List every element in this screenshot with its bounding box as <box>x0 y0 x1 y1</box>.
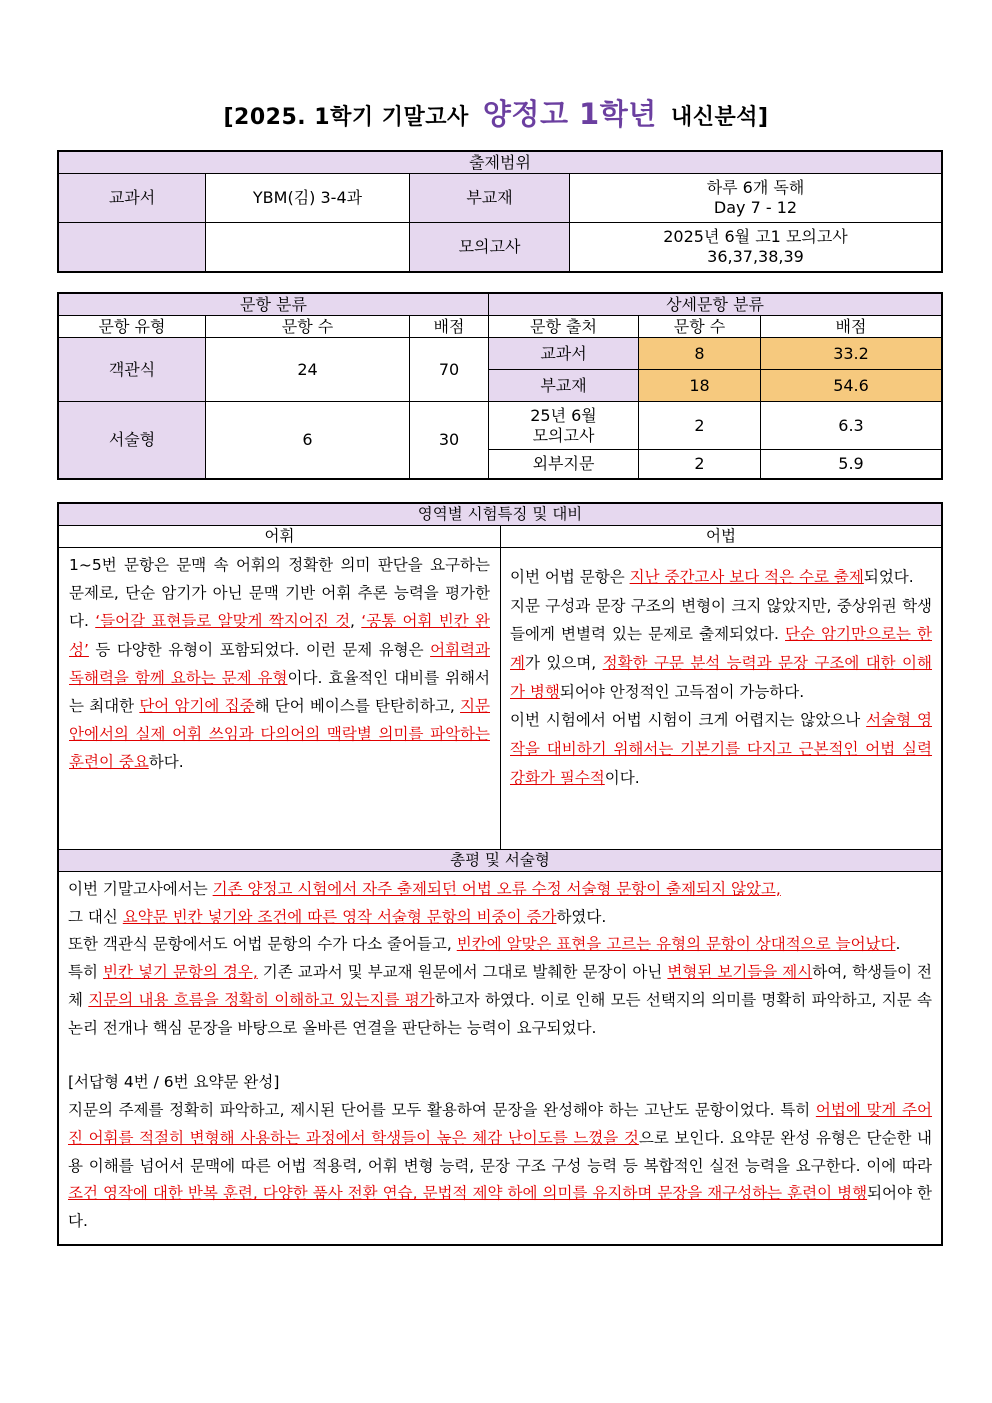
grammar-text-6: 이번 시험에서 어법 시험이 크게 어렵지는 않았으나 <box>510 711 867 730</box>
type-multiple-choice: 객관식 <box>59 338 206 402</box>
vocab-text-5: 해 단어 베이스를 탄탄히하고, <box>254 697 461 716</box>
empty-label-cell <box>59 223 206 272</box>
scope-table <box>58 151 942 272</box>
grammar-highlight-3: 정확한 구문 분석 능력과 문장 구조에 대한 이해가 병행 <box>510 654 933 701</box>
vocab-text-4: 이다. 효율적인 대비를 위해서는 최대한 <box>69 668 491 716</box>
vocab-analysis <box>59 548 501 850</box>
grammar-header: 어법 <box>501 526 942 548</box>
summary-p4-highlight-1: 빈칸 넣기 문항의 경우, <box>102 963 258 982</box>
detail-classification-header: 상세문항 분류 <box>489 294 942 316</box>
vocab-highlight-4: 단어 암기에 집중 <box>139 697 255 716</box>
grammar-text-2: 되었다. <box>863 568 914 586</box>
source-mock-line-2: 모의고사 <box>532 425 595 445</box>
features-header: 영역별 시험특징 및 대비 <box>59 504 942 526</box>
summary-header: 총평 및 서술형 <box>59 850 942 872</box>
summary-para-2 <box>68 904 932 932</box>
col-source-count: 문항 수 <box>639 316 761 338</box>
mock-exam-value <box>570 223 942 272</box>
source-textbook: 교과서 <box>489 338 639 370</box>
multiple-choice-count: 24 <box>206 338 410 402</box>
source-sub-material: 부교재 <box>489 370 639 402</box>
grammar-highlight-1: 지난 중간고사 보다 적은 수로 출제 <box>629 568 864 586</box>
source-mock-count: 2 <box>639 402 761 450</box>
summary-p3-text-1: 또한 객관식 문항에서도 어법 문항의 수가 다소 줄어들고, <box>68 935 457 954</box>
grammar-highlight-4: 서술형 영작을 대비하기 위해서는 기본기를 다지고 근본적인 어법 실력 강화가 필수적 <box>510 711 933 787</box>
summary-p4-highlight-2: 변형된 보기들을 제시 <box>667 963 813 982</box>
summary-p1-highlight: 기존 양정고 시험에서 자주 출제되던 어법 오류 수정 서술형 문항이 출제되지 않았고, <box>212 880 781 898</box>
summary-p4-text-3: 하여, 학생들이 전체 <box>68 963 933 1009</box>
sub-material-line-1: 하루 6개 독해 <box>706 178 805 197</box>
source-mock-exam <box>489 402 639 450</box>
features-table <box>58 503 942 1245</box>
summary-p4-text-4: 하고자 하였다. 이로 인해 모든 선택지의 의미를 명확히 파악하고, 지문 속 논리 전개나 핵심 문장을 바탕으로 올바른 연결을 판단하는 능력이 요구되었다. <box>68 990 933 1037</box>
summary-p3-text-2: . <box>895 935 901 954</box>
summary-body <box>59 872 942 1245</box>
grammar-para-3 <box>510 706 932 792</box>
source-external-score: 5.9 <box>761 450 942 479</box>
summary-p4-highlight-3: 지문의 내용 흐름을 정확히 이해하고 있는지를 평가 <box>88 990 435 1009</box>
col-item-type: 문항 유형 <box>59 316 206 338</box>
summary-para-1 <box>68 876 932 904</box>
source-sub-material-score: 54.6 <box>761 370 942 402</box>
summary-p2-highlight: 요약문 빈칸 넣기와 조건에 따른 영작 서술형 문항의 비중이 증가 <box>122 907 557 926</box>
title-suffix: 내신분석] <box>670 105 769 130</box>
summary-p2-text-1: 그 대신 <box>68 907 123 926</box>
summary-p2-text-2: 하였다. <box>556 907 607 926</box>
mock-exam-label: 모의고사 <box>410 223 570 272</box>
vocab-text-2: , <box>350 612 362 631</box>
vocab-text-6: 하다. <box>148 753 184 772</box>
vocab-highlight-1: ‘들어갈 표현들로 알맞게 짝지어진 것 <box>95 612 351 631</box>
summary-para-4 <box>68 959 932 1042</box>
descriptive-count: 6 <box>206 402 410 479</box>
source-mock-score: 6.3 <box>761 402 942 450</box>
col-source-score: 배점 <box>761 316 942 338</box>
grammar-highlight-2: 단순 암기만으로는 한계 <box>510 625 933 673</box>
grammar-text-3: 지문 구성과 문장 구조의 변형이 크지 않았지만, 중상위권 학생들에게 변별력 있는 문제로 출제되었다. <box>510 596 933 644</box>
vocab-text-1: 1~5번 문항은 문맥 속 어휘의 정확한 의미 판단을 요구하는 문제로, 단순 암기가 아닌 문맥 기반 어휘 추론 능력을 평가한다. <box>69 556 490 631</box>
sub-material-line-2: Day 7 - 12 <box>713 198 798 217</box>
summary-subtitle: [서답형 4번 / 6번 요약문 완성] <box>68 1073 280 1092</box>
page-title <box>0 92 992 133</box>
col-item-count: 문항 수 <box>206 316 410 338</box>
mock-exam-line-1: 2025년 6월 고1 모의고사 <box>663 227 848 246</box>
title-prefix: [2025. 1학기 기말고사 <box>223 105 469 130</box>
grammar-para-1 <box>510 563 932 592</box>
grammar-text-1: 이번 어법 문항은 <box>510 568 630 586</box>
mock-exam-line-2: 36,37,38,39 <box>707 247 804 266</box>
textbook-label: 교과서 <box>59 174 206 223</box>
grammar-text-4: 가 있으며, <box>524 654 603 673</box>
multiple-choice-score: 70 <box>410 338 489 402</box>
summary-para-5 <box>68 1097 932 1236</box>
textbook-value: YBM(김) 3-4과 <box>206 174 410 223</box>
sub-material-value <box>570 174 942 223</box>
scope-header: 출제범위 <box>59 152 942 174</box>
col-score: 배점 <box>410 316 489 338</box>
classification-header: 문항 분류 <box>59 294 489 316</box>
empty-value-cell <box>206 223 410 272</box>
source-textbook-score: 33.2 <box>761 338 942 370</box>
source-mock-line-1: 25년 6월 <box>530 405 597 425</box>
summary-p4-text-1: 특히 <box>68 963 103 982</box>
type-descriptive: 서술형 <box>59 402 206 479</box>
summary-p5-text-1: 지문의 주제를 정확히 파악하고, 제시된 단어를 모두 활용하여 문장을 완성해야 하는 고난도 문항이었다. 특히 <box>68 1101 816 1120</box>
summary-p5-highlight-1: 어법에 맞게 주어진 어휘를 적절히 변형해 사용하는 과정에서 학생들이 높은 체감 난이도를 느꼈을 것 <box>68 1101 933 1147</box>
descriptive-score: 30 <box>410 402 489 479</box>
summary-para-3 <box>68 931 932 959</box>
vocab-highlight-2: ‘공통 어휘 빈칸 완성’ <box>69 612 490 659</box>
vocab-text-3: 등 다양한 유형이 포함되었다. 이런 문제 유형은 <box>88 640 431 659</box>
sub-material-label: 부교재 <box>410 174 570 223</box>
source-external: 외부지문 <box>489 450 639 479</box>
summary-p3-highlight: 빈칸에 알맞은 표현을 고르는 유형의 문항이 상대적으로 늘어났다 <box>456 935 896 954</box>
title-school-grade: 양정고 1학년 <box>482 97 657 131</box>
classification-table <box>58 293 942 479</box>
vocab-highlight-5: 지문 안에서의 실제 어휘 쓰임과 다의어의 맥락별 의미를 파악하는 훈련이 중요 <box>69 697 490 772</box>
grammar-text-7: 이다. <box>604 768 640 787</box>
col-source: 문항 출처 <box>489 316 639 338</box>
summary-p4-text-2: 기존 교과서 및 부교재 원문에서 그대로 발췌한 문장이 아닌 <box>257 963 668 982</box>
summary-p5-text-2: 으로 보인다. 요약문 완성 유형은 단순한 내용 이해를 넘어서 문맥에 따른 어법 적용력, 어휘 변형 능력, 문장 구조 구성 능력 등 복합적인 실전 능력을 요구한다. 이에 따라 <box>68 1128 933 1175</box>
summary-spacer <box>68 1042 932 1069</box>
summary-p5-text-3: 되어야 한다. <box>68 1184 932 1231</box>
grammar-para-2 <box>510 592 932 707</box>
summary-p1-text: 이번 기말고사에서는 <box>68 880 213 898</box>
summary-p5-highlight-2: 조건 영작에 대한 반복 훈련, 다양한 품사 전환 연습, 문법적 제약 하에 의미를 유지하며 문장을 재구성하는 훈련이 병행 <box>68 1184 868 1203</box>
source-sub-material-count: 18 <box>639 370 761 402</box>
source-textbook-count: 8 <box>639 338 761 370</box>
vocab-highlight-3: 어휘력과 독해력을 함께 요하는 문제 유형 <box>69 640 490 687</box>
grammar-text-5: 되어야 안정적인 고득점이 가능하다. <box>559 682 805 701</box>
vocab-header: 어휘 <box>59 526 501 548</box>
grammar-analysis <box>501 548 942 850</box>
source-external-count: 2 <box>639 450 761 479</box>
